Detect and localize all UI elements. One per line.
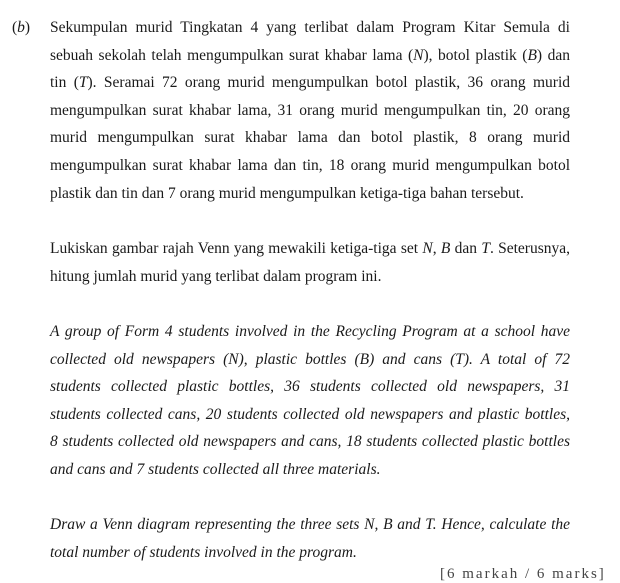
malay-p1-line-2-a: sebuah sekolah telah mengumpulkan surat khabar lama ( bbox=[50, 46, 414, 64]
malay-p2-line-1-a: Lukiskan gambar rajah Venn yang mewakili ketiga-tiga set bbox=[50, 240, 423, 257]
set-n-symbol: N bbox=[413, 46, 424, 64]
malay-p1-line-3 bbox=[50, 69, 570, 97]
malay-p1-line-2-b: ), botol plastik ( bbox=[423, 46, 528, 64]
malay-p1-line-2 bbox=[50, 42, 570, 70]
malay-p2-line-1 bbox=[50, 235, 570, 263]
question-label-letter: b bbox=[17, 19, 25, 36]
malay-p1-line-4: mengumpulkan surat khabar lama, 31 orang murid mengumpulkan tin, 20 orang bbox=[50, 101, 570, 119]
english-p1-line-3: students collected plastic bottles, 36 students collected old newspapers, 31 bbox=[50, 378, 570, 396]
english-p2-line-2: total number of students involved in the program. bbox=[50, 543, 357, 561]
malay-p1-line-3-a: tin ( bbox=[50, 74, 79, 92]
set-b-symbol: B bbox=[440, 240, 451, 257]
malay-p2-line-1-b: , bbox=[432, 240, 441, 257]
english-p1-line-1: A group of Form 4 students involved in the Recycling Program at a school have bbox=[50, 323, 570, 340]
question-label-close: ) bbox=[24, 19, 31, 36]
english-p1-line-4: students collected cans, 20 students collected old newspapers and plastic bottles, bbox=[50, 405, 570, 423]
question-label bbox=[12, 14, 30, 42]
english-paragraph-2 bbox=[50, 511, 570, 566]
malay-paragraph-2 bbox=[50, 235, 570, 290]
english-p1-line-2: collected old newspapers (N), plastic bottles (B) and cans (T). A total of 72 bbox=[50, 350, 570, 368]
malay-p2-line-2: hitung jumlah murid yang terlibat dalam program ini. bbox=[50, 267, 382, 285]
malay-p1-line-7: plastik dan tin dan 7 orang murid mengumpulkan ketiga-tiga bahan tersebut. bbox=[50, 184, 524, 202]
malay-p2-line-1-c: dan bbox=[450, 240, 482, 257]
question-label-open: ( bbox=[12, 19, 18, 36]
marks-footer: [6 markah / 6 marks] bbox=[440, 566, 606, 582]
set-t-symbol: T bbox=[78, 74, 88, 92]
english-p1-line-5: 8 students collected old newspapers and cans, 18 students collected plastic bottles bbox=[50, 433, 570, 451]
english-paragraph-1 bbox=[50, 318, 570, 484]
english-p1-line-6: and cans and 7 students collected all three materials. bbox=[50, 460, 381, 478]
malay-p1-line-6: mengumpulkan surat khabar lama dan tin, 18 orang murid mengumpulkan botol bbox=[50, 156, 570, 174]
set-n-symbol: N bbox=[422, 240, 433, 257]
malay-p1-line-3-b: ). Seramai 72 orang murid mengumpulkan botol plastik, 36 orang murid bbox=[87, 74, 571, 92]
set-t-symbol: T bbox=[481, 240, 490, 257]
english-p2-line-1: Draw a Venn diagram representing the three sets N, B and T. Hence, calculate the bbox=[50, 516, 570, 533]
set-b-symbol: B bbox=[527, 46, 537, 64]
malay-p1-line-1: Sekumpulan murid Tingkatan 4 yang terlibat dalam Program Kitar Semula di bbox=[50, 19, 570, 36]
malay-p1-line-5: murid mengumpulkan surat khabar lama dan botol plastik, 8 orang murid bbox=[50, 129, 570, 147]
malay-paragraph-1 bbox=[50, 14, 570, 207]
malay-p1-line-2-c: ) dan bbox=[536, 46, 570, 64]
malay-p2-line-1-d: . Seterusnya, bbox=[489, 240, 570, 257]
